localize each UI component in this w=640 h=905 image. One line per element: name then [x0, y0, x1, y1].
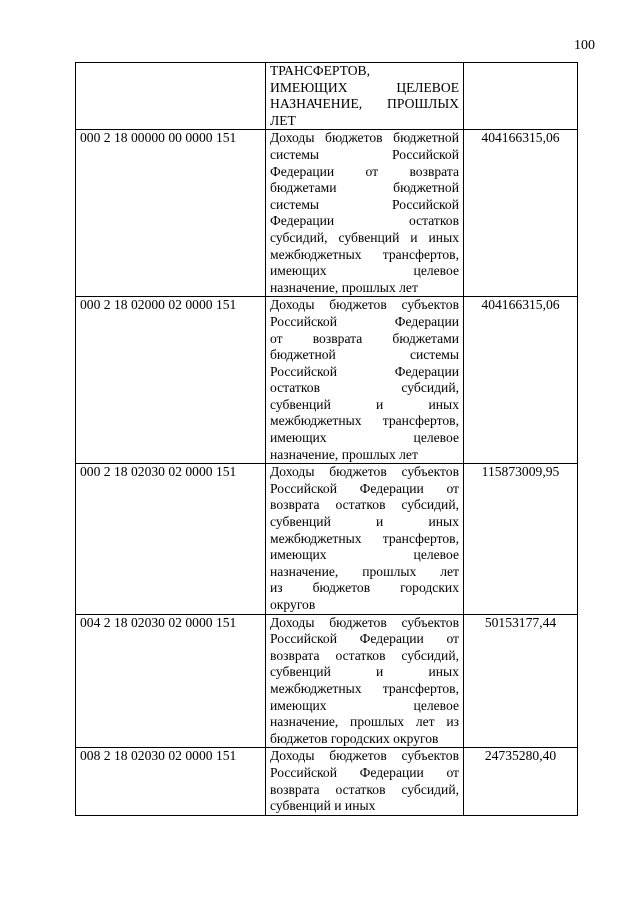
- income-name-line: субвенций и иных: [270, 396, 459, 412]
- income-name-line: субвенций и иных: [270, 514, 459, 530]
- amount-cell: 50153177,44: [464, 614, 578, 748]
- income-name-cell: [266, 63, 464, 130]
- income-name-line: имеющих целевое: [270, 697, 459, 713]
- income-name-line: имеющих целевое: [270, 547, 459, 563]
- amount-cell: 404166315,06: [464, 297, 578, 464]
- amount-cell: 115873009,95: [464, 464, 578, 614]
- amount-cell: 24735280,40: [464, 748, 578, 815]
- income-name-line: системы Российской: [270, 146, 459, 162]
- income-name-line: возврата остатков субсидий,: [270, 781, 459, 797]
- income-name-line: назначение, прошлых лет: [270, 446, 418, 462]
- income-name-line: межбюджетных трансфертов,: [270, 246, 459, 262]
- income-name-line: Федерации от возврата: [270, 163, 459, 179]
- income-name-line: от возврата бюджетами: [270, 330, 459, 346]
- income-name-line: межбюджетных трансфертов,: [270, 413, 459, 429]
- income-name-line: Доходы бюджетов субъектов: [270, 748, 459, 764]
- table-row: [76, 63, 578, 130]
- income-name-line: ТРАНСФЕРТОВ,: [270, 63, 371, 78]
- budget-table: [75, 62, 578, 816]
- table-row: [76, 464, 578, 614]
- income-name-cell: [266, 748, 464, 815]
- table-row: [76, 748, 578, 815]
- income-name-line: Российской Федерации от: [270, 480, 459, 496]
- budget-code-cell: 008 2 18 02030 02 0000 151: [76, 748, 266, 815]
- budget-code-cell: 000 2 18 02000 02 0000 151: [76, 297, 266, 464]
- income-name-line: Доходы бюджетов бюджетной: [270, 130, 459, 146]
- amount-cell: 404166315,06: [464, 130, 578, 297]
- income-name-cell: [266, 614, 464, 748]
- budget-code-cell: 000 2 18 00000 00 0000 151: [76, 130, 266, 297]
- budget-code-cell: 000 2 18 02030 02 0000 151: [76, 464, 266, 614]
- income-name-line: Доходы бюджетов субъектов: [270, 614, 459, 630]
- income-name-line: Доходы бюджетов субъектов: [270, 464, 459, 480]
- income-name-line: округов: [270, 597, 316, 612]
- income-name-line: межбюджетных трансфертов,: [270, 680, 459, 696]
- income-name-line: возврата остатков субсидий,: [270, 647, 459, 663]
- income-name-line: имеющих целевое: [270, 263, 459, 279]
- income-name-line: возврата остатков субсидий,: [270, 497, 459, 513]
- income-name-cell: [266, 464, 464, 614]
- income-name-line: бюджетов городских округов: [270, 730, 439, 746]
- income-name-line: Российской Федерации: [270, 363, 459, 379]
- income-name-cell: [266, 297, 464, 464]
- income-name-line: субвенций и иных: [270, 664, 459, 680]
- income-name-line: имеющих целевое: [270, 430, 459, 446]
- table-row: [76, 130, 578, 297]
- amount-cell: [464, 63, 578, 130]
- income-name-line: Российской Федерации: [270, 313, 459, 329]
- income-name-line: ЛЕТ: [270, 112, 296, 128]
- income-name-line: остатков субсидий,: [270, 380, 459, 396]
- income-name-line: из бюджетов городских: [270, 580, 459, 596]
- income-name-line: Российской Федерации от: [270, 631, 459, 647]
- income-name-line: назначение, прошлых лет из: [270, 714, 459, 730]
- income-name-line: назначение, прошлых лет: [270, 279, 418, 295]
- income-name-line: Доходы бюджетов субъектов: [270, 297, 459, 313]
- income-name-line: бюджетами бюджетной: [270, 180, 459, 196]
- income-name-line: ИМЕЮЩИХ ЦЕЛЕВОЕ: [270, 79, 459, 95]
- income-name-line: назначение, прошлых лет: [270, 563, 459, 579]
- table-row: [76, 297, 578, 464]
- budget-code-cell: [76, 63, 266, 130]
- budget-code-cell: 004 2 18 02030 02 0000 151: [76, 614, 266, 748]
- page-number: 100: [574, 38, 595, 53]
- income-name-line: системы Российской: [270, 196, 459, 212]
- income-name-line: субсидий, субвенций и иных: [270, 229, 459, 245]
- income-name-cell: [266, 130, 464, 297]
- income-name-line: межбюджетных трансфертов,: [270, 530, 459, 546]
- income-name-line: Российской Федерации от: [270, 764, 459, 780]
- income-name-line: Федерации остатков: [270, 213, 459, 229]
- table-row: [76, 614, 578, 748]
- income-name-line: бюджетной системы: [270, 347, 459, 363]
- income-name-line: субвенций и иных: [270, 798, 376, 814]
- income-name-line: НАЗНАЧЕНИЕ, ПРОШЛЫХ: [270, 96, 459, 112]
